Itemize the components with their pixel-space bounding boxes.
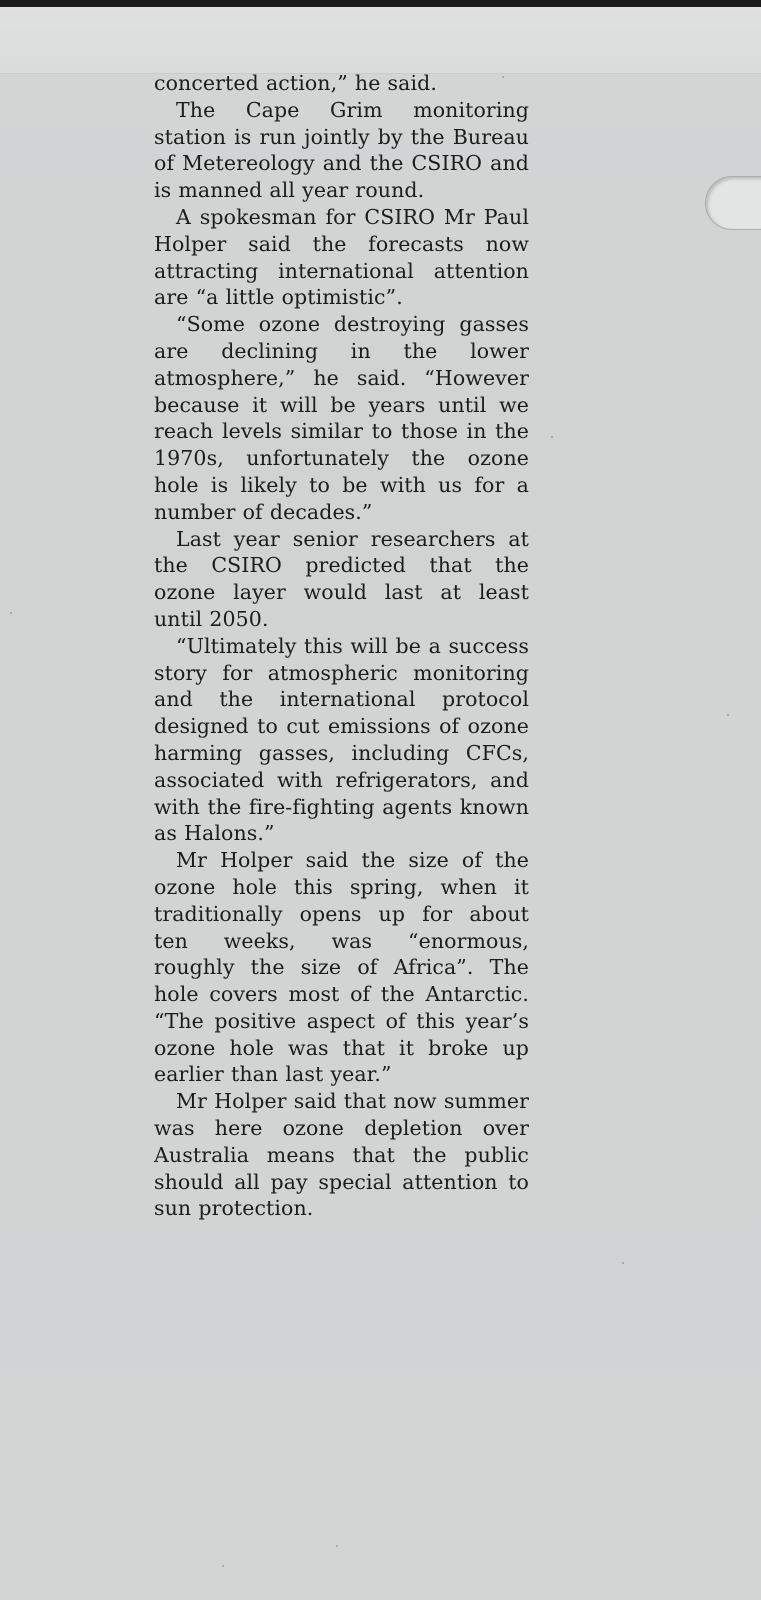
article-paragraph: “Some ozone destroying gasses are declining in the lower atmosphere,” he said. “However because it will be years until we reach levels similar to those in the 1970s, unfortunately the ozone hole is likely to be with us for a number of decades.” xyxy=(154,312,529,524)
article-paragraph: Mr Holper said that now summer was here ozone depletion over Australia means that the public should all pay special attention to sun protection. xyxy=(154,1089,529,1221)
article-column xyxy=(154,70,529,1222)
punch-hole-icon xyxy=(705,176,761,230)
article-paragraph: The Cape Grim monitoring station is run jointly by the Bureau of Metereology and the CSIRO and is manned all year round. xyxy=(154,97,529,203)
article-paragraph: A spokesman for CSIRO Mr Paul Holper said the forecasts now attracting international attention are “a little optimistic”. xyxy=(154,204,529,310)
paper-speck xyxy=(727,714,729,716)
paper-speck xyxy=(551,436,553,438)
article-paragraph: concerted action,” he said. xyxy=(154,71,437,95)
scanner-edge xyxy=(0,0,761,7)
article-paragraph: Mr Holper said the size of the ozone hole this spring, when it traditionally opens up for about ten weeks, was “enormous, roughly the size of Africa”. The hole covers most of the Antarctic. “The positive aspect of this year’s ozone hole was that it broke up earlier than last year.” xyxy=(154,848,529,1087)
paper-speck xyxy=(222,1565,224,1567)
article-paragraph: “Ultimately this will be a success story for atmospheric monitoring and the international protocol designed to cut emissions of ozone harming gasses, including CFCs, associated with refrigerators, and with the fire-fighting agents known as Halons.” xyxy=(154,633,529,846)
paper-speck xyxy=(622,1262,624,1264)
paper-fold-strip xyxy=(0,7,761,74)
article-paragraph: Last year senior researchers at the CSIRO predicted that the ozone layer would last at least until 2050. xyxy=(154,526,529,631)
paper-speck xyxy=(336,1545,338,1547)
paper-speck xyxy=(10,612,12,614)
